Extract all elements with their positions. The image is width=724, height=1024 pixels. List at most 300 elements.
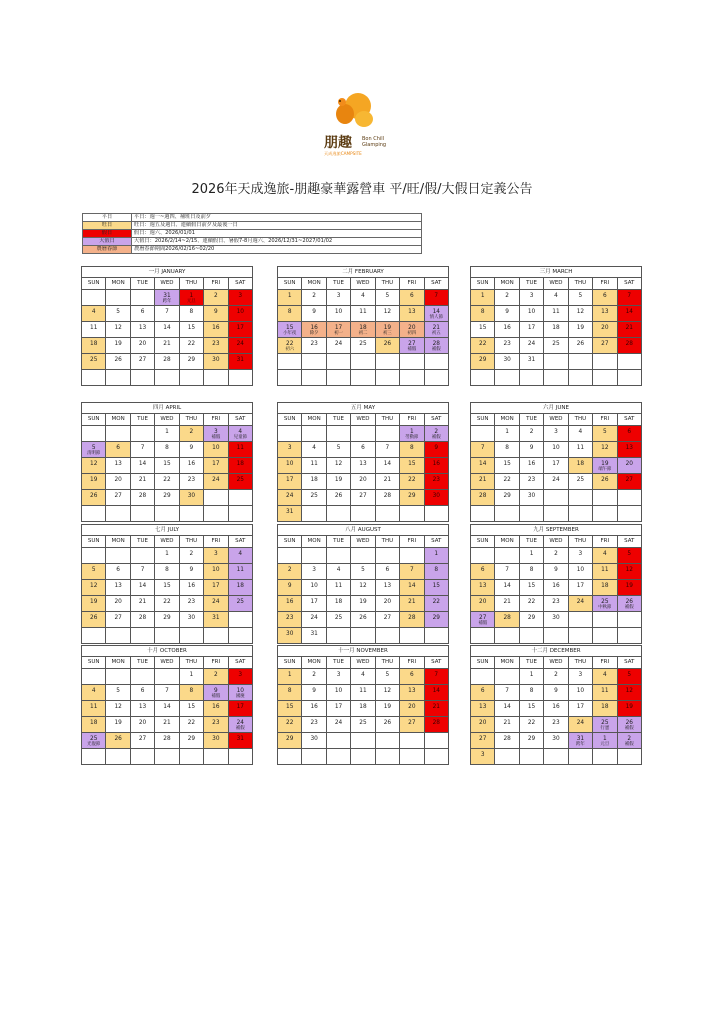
- month-calendar: [470, 645, 642, 765]
- week-row: [278, 669, 449, 685]
- day-cell: [568, 370, 592, 386]
- day-number: 13: [479, 583, 487, 589]
- month-calendar: [470, 402, 642, 522]
- day-cell: [204, 548, 228, 564]
- day-cell: [155, 306, 179, 322]
- day-cell: [568, 701, 592, 717]
- day-number: 25: [334, 615, 343, 621]
- day-cell: [179, 354, 203, 370]
- day-number: 8: [287, 309, 292, 315]
- day-cell: [544, 612, 568, 628]
- day-number: 7: [140, 445, 145, 451]
- day-cell: [400, 596, 424, 612]
- day-number: 3: [578, 672, 583, 678]
- day-number: 14: [408, 583, 416, 589]
- day-number: 8: [287, 688, 292, 694]
- week-row: [82, 506, 253, 522]
- day-cell: [278, 596, 302, 612]
- day-note: 端午節: [598, 466, 612, 472]
- day-cell: [375, 733, 399, 749]
- week-row: [278, 322, 449, 338]
- weekday-header: SUN: [471, 414, 495, 426]
- day-number: 29: [187, 736, 196, 742]
- day-number: 7: [505, 688, 509, 694]
- day-cell: [228, 306, 252, 322]
- day-cell: [617, 596, 641, 612]
- day-number: 19: [334, 477, 343, 483]
- day-number: 8: [165, 567, 169, 573]
- week-row: [471, 506, 642, 522]
- day-number: 1: [409, 429, 414, 435]
- day-number: 26: [114, 736, 122, 742]
- day-cell: [471, 580, 495, 596]
- day-cell: [351, 490, 375, 506]
- day-cell: [617, 564, 641, 580]
- day-cell: [617, 458, 641, 474]
- day-cell: [495, 701, 519, 717]
- day-number: 23: [310, 720, 318, 726]
- day-cell: [204, 596, 228, 612]
- weekday-header: SAT: [424, 657, 448, 669]
- day-number: 8: [529, 688, 534, 694]
- day-note: 兒童節: [233, 434, 247, 440]
- day-number: 12: [359, 583, 367, 589]
- day-cell: [544, 490, 568, 506]
- day-cell: [106, 580, 130, 596]
- day-number: 24: [212, 477, 220, 483]
- day-number: 6: [140, 309, 145, 315]
- day-cell: [228, 580, 252, 596]
- day-cell: [179, 717, 203, 733]
- week-row: [82, 612, 253, 628]
- day-number: 28: [503, 736, 511, 742]
- day-number: 25: [359, 720, 367, 726]
- day-cell: [155, 669, 179, 685]
- day-cell: [544, 733, 568, 749]
- day-number: 23: [503, 341, 511, 347]
- week-row: [471, 322, 642, 338]
- day-number: 5: [385, 293, 390, 299]
- weekday-header: FRI: [204, 278, 228, 290]
- day-number: 30: [432, 493, 440, 499]
- day-cell: [278, 685, 302, 701]
- day-number: 22: [187, 341, 196, 347]
- day-cell: [155, 749, 179, 765]
- day-number: 30: [552, 615, 560, 621]
- day-number: 17: [334, 325, 343, 331]
- day-number: 4: [91, 688, 96, 694]
- day-cell: [544, 474, 568, 490]
- day-number: 4: [312, 445, 316, 451]
- day-cell: [106, 612, 130, 628]
- day-number: 10: [310, 583, 318, 589]
- day-cell: [179, 564, 203, 580]
- day-number: 25: [359, 341, 367, 347]
- day-cell: [204, 749, 228, 765]
- day-number: 22: [187, 720, 196, 726]
- week-row: [82, 669, 253, 685]
- day-cell: [617, 580, 641, 596]
- day-cell: [326, 426, 350, 442]
- day-cell: [593, 442, 617, 458]
- day-cell: [351, 685, 375, 701]
- weekday-header: SAT: [424, 536, 448, 548]
- day-number: 27: [408, 720, 416, 726]
- legend-desc: 大假日：2026/2/14~2/15、連續假日、暑假7-8月週六、2026/12/31~2027/01/02: [132, 238, 422, 246]
- day-cell: [568, 564, 592, 580]
- day-number: 14: [163, 325, 171, 331]
- day-number: 1: [287, 293, 292, 299]
- week-row: [471, 596, 642, 612]
- month-calendar: [81, 266, 253, 386]
- day-cell: [593, 564, 617, 580]
- day-number: 1: [529, 672, 534, 678]
- weekday-header: TUE: [130, 536, 154, 548]
- day-cell: [278, 306, 302, 322]
- weekday-header: SUN: [82, 657, 106, 669]
- day-number: 16: [432, 461, 440, 467]
- day-cell: [495, 506, 519, 522]
- day-cell: [351, 290, 375, 306]
- legend-row: [83, 230, 422, 238]
- day-cell: [424, 426, 448, 442]
- day-number: 18: [576, 461, 585, 467]
- week-row: [278, 506, 449, 522]
- day-cell: [278, 564, 302, 580]
- weekday-header: THU: [568, 278, 592, 290]
- day-number: 1: [189, 293, 194, 299]
- day-number: 7: [480, 445, 485, 451]
- week-row: [82, 290, 253, 306]
- day-number: 14: [432, 688, 440, 694]
- week-row: [82, 442, 253, 458]
- day-cell: [471, 458, 495, 474]
- day-number: 31: [236, 357, 244, 363]
- day-cell: [568, 596, 592, 612]
- brand-logo: [318, 86, 394, 158]
- day-number: 7: [409, 567, 414, 573]
- day-cell: [130, 426, 154, 442]
- day-cell: [617, 701, 641, 717]
- month-title: 六月 JUNE: [471, 403, 642, 414]
- day-cell: [617, 306, 641, 322]
- day-cell: [593, 717, 617, 733]
- weekday-header: MON: [302, 657, 326, 669]
- day-cell: [106, 474, 130, 490]
- day-cell: [155, 548, 179, 564]
- day-cell: [544, 506, 568, 522]
- day-number: 18: [236, 583, 244, 589]
- day-cell: [568, 612, 592, 628]
- day-number: 10: [527, 309, 536, 315]
- day-cell: [351, 458, 375, 474]
- day-cell: [351, 506, 375, 522]
- day-number: 14: [138, 461, 147, 467]
- day-cell: [228, 612, 252, 628]
- day-number: 31: [576, 736, 585, 742]
- weekday-header: FRI: [593, 657, 617, 669]
- day-cell: [495, 306, 519, 322]
- week-row: [82, 733, 253, 749]
- day-number: 12: [383, 688, 392, 694]
- day-cell: [544, 322, 568, 338]
- day-cell: [302, 548, 326, 564]
- day-number: 31: [527, 357, 536, 363]
- day-cell: [544, 701, 568, 717]
- weekday-header: SAT: [228, 657, 252, 669]
- day-number: 28: [432, 720, 440, 726]
- day-number: 20: [114, 599, 122, 605]
- day-cell: [424, 685, 448, 701]
- day-cell: [400, 717, 424, 733]
- day-cell: [400, 370, 424, 386]
- day-number: 8: [529, 567, 534, 573]
- day-number: 27: [625, 477, 633, 483]
- day-cell: [519, 442, 543, 458]
- weekday-header: SUN: [82, 278, 106, 290]
- day-cell: [519, 612, 543, 628]
- day-cell: [106, 733, 130, 749]
- day-number: 11: [236, 445, 244, 451]
- day-cell: [106, 442, 130, 458]
- day-number: 11: [90, 704, 98, 710]
- day-number: 4: [91, 309, 96, 315]
- weekday-header: WED: [155, 414, 179, 426]
- day-cell: [302, 426, 326, 442]
- day-cell: [130, 596, 154, 612]
- day-number: 26: [625, 599, 633, 605]
- day-cell: [519, 749, 543, 765]
- day-number: 26: [90, 615, 98, 621]
- day-number: 24: [527, 341, 536, 347]
- day-cell: [204, 370, 228, 386]
- day-cell: [130, 548, 154, 564]
- brand-sub1: Bon Chill: [362, 136, 385, 142]
- day-number: 25: [552, 341, 560, 347]
- day-cell: [204, 354, 228, 370]
- day-number: 23: [552, 720, 560, 726]
- day-number: 13: [479, 704, 487, 710]
- weekday-header: TUE: [326, 536, 350, 548]
- week-row: [471, 749, 642, 765]
- day-note: 初一: [334, 330, 343, 336]
- day-number: 26: [383, 341, 392, 347]
- day-cell: [593, 370, 617, 386]
- weekday-header: TUE: [519, 414, 543, 426]
- day-cell: [155, 506, 179, 522]
- day-cell: [179, 506, 203, 522]
- day-cell: [424, 490, 448, 506]
- day-cell: [375, 322, 399, 338]
- day-cell: [495, 717, 519, 733]
- month-title: 一月 JANUARY: [82, 267, 253, 278]
- day-number: 2: [627, 736, 632, 742]
- day-cell: [351, 733, 375, 749]
- day-note: 補假: [211, 434, 221, 440]
- day-number: 7: [434, 293, 439, 299]
- day-note: 補假: [624, 604, 634, 610]
- weekday-header: FRI: [204, 536, 228, 548]
- day-cell: [495, 474, 519, 490]
- day-number: 12: [383, 309, 392, 315]
- month-calendar: [277, 645, 449, 765]
- weekday-header: WED: [351, 278, 375, 290]
- day-number: 19: [114, 341, 122, 347]
- day-cell: [544, 685, 568, 701]
- day-number: 7: [165, 309, 169, 315]
- week-row: [278, 490, 449, 506]
- day-cell: [519, 354, 543, 370]
- day-cell: [424, 669, 448, 685]
- day-cell: [495, 354, 519, 370]
- day-note: 初三: [383, 330, 392, 336]
- day-cell: [544, 717, 568, 733]
- day-number: 17: [286, 477, 294, 483]
- day-number: 7: [434, 672, 439, 678]
- day-number: 4: [238, 551, 243, 557]
- day-cell: [375, 749, 399, 765]
- day-number: 9: [434, 445, 439, 451]
- day-cell: [302, 580, 326, 596]
- day-number: 15: [479, 325, 487, 331]
- day-cell: [82, 733, 106, 749]
- weekday-header: THU: [375, 536, 399, 548]
- day-cell: [82, 458, 106, 474]
- week-row: [471, 564, 642, 580]
- day-cell: [544, 442, 568, 458]
- day-cell: [204, 322, 228, 338]
- day-cell: [204, 701, 228, 717]
- week-row: [82, 749, 253, 765]
- day-number: 27: [114, 493, 122, 499]
- day-cell: [400, 354, 424, 370]
- day-cell: [278, 442, 302, 458]
- day-number: 12: [90, 583, 98, 589]
- day-cell: [424, 442, 448, 458]
- day-number: 13: [114, 461, 122, 467]
- week-row: [82, 338, 253, 354]
- day-cell: [204, 490, 228, 506]
- day-number: 1: [529, 551, 534, 557]
- day-cell: [495, 426, 519, 442]
- week-row: [82, 458, 253, 474]
- day-number: 3: [554, 429, 558, 435]
- day-number: 19: [601, 461, 609, 467]
- weekday-header: WED: [351, 657, 375, 669]
- weekday-header: SUN: [471, 657, 495, 669]
- day-number: 28: [503, 615, 511, 621]
- day-cell: [179, 370, 203, 386]
- day-number: 17: [212, 583, 220, 589]
- day-note: 除夕: [309, 330, 319, 336]
- day-cell: [351, 701, 375, 717]
- week-row: [82, 426, 253, 442]
- day-cell: [351, 749, 375, 765]
- week-row: [278, 580, 449, 596]
- day-cell: [351, 612, 375, 628]
- day-cell: [155, 596, 179, 612]
- day-number: 18: [310, 477, 318, 483]
- day-number: 15: [187, 704, 196, 710]
- day-cell: [471, 338, 495, 354]
- day-number: 29: [479, 357, 487, 363]
- day-cell: [568, 717, 592, 733]
- day-cell: [568, 548, 592, 564]
- weekday-header: THU: [179, 657, 203, 669]
- day-number: 29: [432, 615, 440, 621]
- day-cell: [617, 548, 641, 564]
- day-cell: [375, 548, 399, 564]
- day-cell: [326, 290, 350, 306]
- day-cell: [593, 548, 617, 564]
- day-number: 26: [114, 357, 122, 363]
- day-cell: [326, 442, 350, 458]
- day-number: 9: [189, 567, 194, 573]
- day-number: 26: [601, 477, 609, 483]
- day-number: 8: [189, 688, 194, 694]
- day-number: 15: [286, 704, 294, 710]
- day-cell: [593, 733, 617, 749]
- day-number: 11: [601, 688, 609, 694]
- day-cell: [351, 442, 375, 458]
- day-number: 8: [505, 445, 509, 451]
- day-cell: [204, 426, 228, 442]
- weekday-header: TUE: [130, 657, 154, 669]
- day-cell: [375, 354, 399, 370]
- day-number: 18: [601, 583, 609, 589]
- day-number: 4: [602, 551, 607, 557]
- legend-key: 農曆春節: [83, 246, 132, 254]
- day-cell: [155, 564, 179, 580]
- day-number: 23: [527, 477, 536, 483]
- day-number: 4: [361, 293, 365, 299]
- day-number: 27: [359, 493, 367, 499]
- day-number: 14: [625, 309, 633, 315]
- day-number: 21: [503, 599, 511, 605]
- day-number: 5: [627, 672, 632, 678]
- day-number: 24: [236, 720, 244, 726]
- day-cell: [204, 290, 228, 306]
- weekday-header: WED: [351, 414, 375, 426]
- day-cell: [106, 564, 130, 580]
- day-number: 16: [552, 583, 560, 589]
- day-cell: [471, 717, 495, 733]
- week-row: [82, 596, 253, 612]
- day-cell: [155, 354, 179, 370]
- week-row: [278, 474, 449, 490]
- day-cell: [179, 490, 203, 506]
- day-note: 補假: [624, 741, 634, 747]
- day-cell: [82, 685, 106, 701]
- day-cell: [179, 596, 203, 612]
- day-cell: [593, 612, 617, 628]
- day-cell: [204, 458, 228, 474]
- day-cell: [351, 548, 375, 564]
- weekday-header: FRI: [400, 414, 424, 426]
- day-cell: [278, 354, 302, 370]
- day-number: 16: [552, 704, 560, 710]
- day-cell: [130, 442, 154, 458]
- weekday-header: THU: [568, 657, 592, 669]
- legend-row: [83, 246, 422, 254]
- day-cell: [82, 474, 106, 490]
- day-cell: [278, 628, 302, 644]
- day-number: 23: [187, 599, 196, 605]
- day-cell: [568, 426, 592, 442]
- weekday-header: THU: [375, 278, 399, 290]
- day-cell: [519, 628, 543, 644]
- day-cell: [375, 370, 399, 386]
